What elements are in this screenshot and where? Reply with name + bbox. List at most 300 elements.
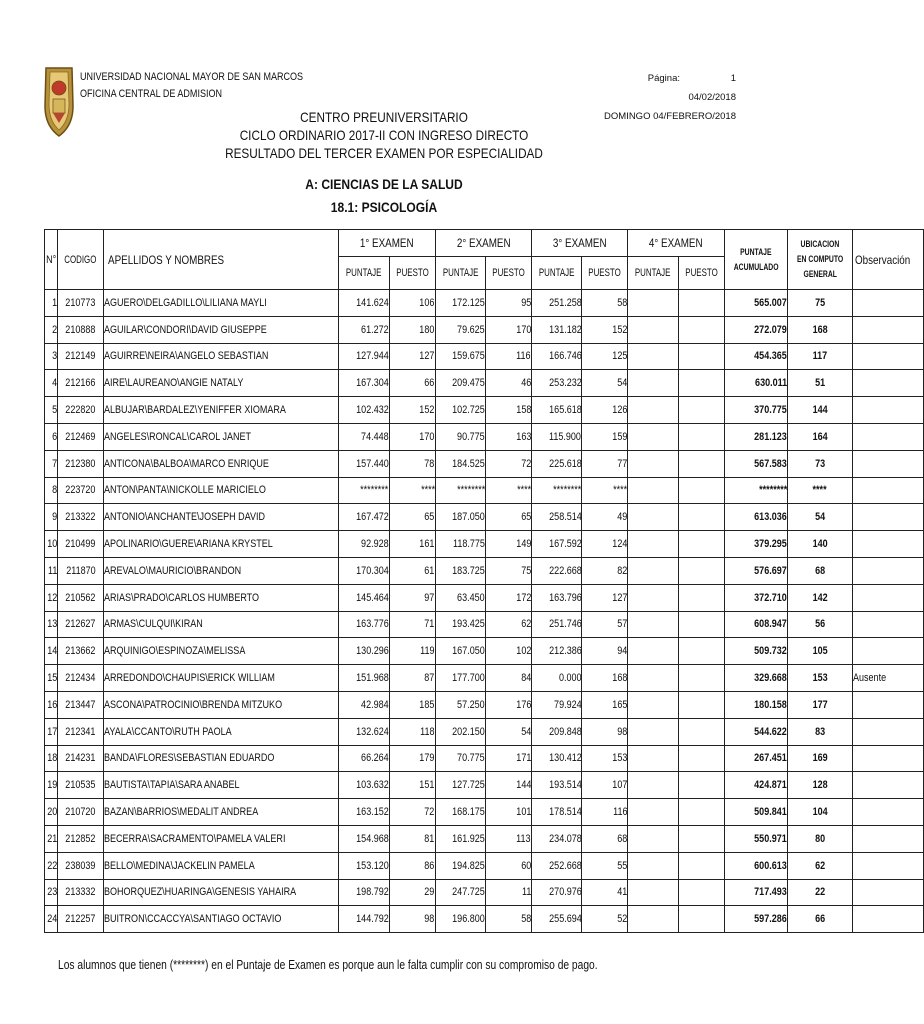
row-exam3-puesto: 127: [582, 584, 628, 611]
row-ubicacion: 73: [787, 450, 852, 477]
row-exam4-puesto: [678, 745, 724, 772]
row-number: 21: [45, 825, 58, 852]
row-codigo: 210720: [58, 799, 104, 826]
row-exam4-puntaje: [628, 691, 678, 718]
table-row: [45, 772, 924, 799]
row-exam4-puntaje: [628, 531, 678, 558]
row-exam1-puntaje: ********: [339, 477, 389, 504]
col-exam4-puntaje: PUNTAJE: [628, 257, 678, 290]
table-row: [45, 611, 924, 638]
row-exam4-puesto: [678, 852, 724, 879]
col-nombres: APELLIDOS Y NOMBRES: [103, 230, 338, 290]
row-observacion: [853, 423, 923, 450]
row-number: 1: [45, 290, 58, 317]
row-puntaje-acumulado: 180.158: [724, 691, 787, 718]
area-heading: A: CIENCIAS DE LA SALUD: [305, 176, 463, 192]
row-codigo: 213332: [58, 879, 104, 906]
col-observacion: Observación: [853, 230, 923, 290]
row-exam2-puntaje: 79.625: [435, 316, 485, 343]
row-ubicacion: 153: [787, 665, 852, 692]
row-exam2-puntaje: 247.725: [435, 879, 485, 906]
row-exam4-puntaje: [628, 504, 678, 531]
row-ubicacion: 80: [787, 825, 852, 852]
row-exam1-puesto: 81: [389, 825, 435, 852]
row-exam3-puntaje: 131.182: [531, 316, 581, 343]
row-number: 20: [45, 799, 58, 826]
row-exam1-puesto: 97: [389, 584, 435, 611]
row-ubicacion: 22: [787, 879, 852, 906]
row-exam3-puntaje: 209.848: [531, 718, 581, 745]
row-exam3-puesto: 68: [582, 825, 628, 852]
print-date: 04/02/2018: [688, 92, 736, 103]
row-exam4-puesto: [678, 290, 724, 317]
table-row: [45, 343, 924, 370]
row-exam1-puesto: 180: [389, 316, 435, 343]
row-exam1-puesto: 179: [389, 745, 435, 772]
row-exam3-puntaje: 178.514: [531, 799, 581, 826]
row-exam4-puesto: [678, 397, 724, 424]
row-exam2-puntaje: 70.775: [435, 745, 485, 772]
row-exam4-puesto: [678, 691, 724, 718]
report-titles: [0, 108, 768, 162]
row-exam4-puesto: [678, 370, 724, 397]
col-puntaje-acumulado: PUNTAJE ACUMULADO: [724, 230, 787, 290]
row-puntaje-acumulado: ********: [724, 477, 787, 504]
row-nombre: AYALA\CCANTO\RUTH PAOLA: [103, 718, 338, 745]
row-ubicacion: 144: [787, 397, 852, 424]
table-row: [45, 825, 924, 852]
row-exam1-puesto: 66: [389, 370, 435, 397]
row-exam4-puesto: [678, 879, 724, 906]
row-number: 7: [45, 450, 58, 477]
row-puntaje-acumulado: 329.668: [724, 665, 787, 692]
row-observacion: [853, 477, 923, 504]
row-number: 12: [45, 584, 58, 611]
row-puntaje-acumulado: 567.583: [724, 450, 787, 477]
row-exam3-puesto: 152: [582, 316, 628, 343]
row-nombre: ANGELES\RONCAL\CAROL JANET: [103, 423, 338, 450]
row-exam1-puesto: 119: [389, 638, 435, 665]
row-exam4-puesto: [678, 718, 724, 745]
row-exam2-puntaje: 193.425: [435, 611, 485, 638]
row-codigo: 212852: [58, 825, 104, 852]
row-exam2-puesto: 58: [485, 906, 531, 933]
row-exam4-puntaje: [628, 397, 678, 424]
row-exam2-puesto: 54: [485, 718, 531, 745]
row-exam3-puesto: 54: [582, 370, 628, 397]
table-row: [45, 531, 924, 558]
table-row: [45, 557, 924, 584]
row-exam3-puntaje: 225.618: [531, 450, 581, 477]
row-nombre: ANTONIO\ANCHANTE\JOSEPH DAVID: [103, 504, 338, 531]
specialty-heading-wrap: [0, 199, 768, 215]
row-puntaje-acumulado: 509.841: [724, 799, 787, 826]
col-exam3: 3° EXAMEN: [531, 230, 627, 257]
row-exam1-puesto: 161: [389, 531, 435, 558]
row-exam4-puntaje: [628, 772, 678, 799]
row-exam3-puntaje: 79.924: [531, 691, 581, 718]
row-exam3-puesto: 49: [582, 504, 628, 531]
table-row: [45, 504, 924, 531]
row-puntaje-acumulado: 509.732: [724, 638, 787, 665]
row-observacion: [853, 557, 923, 584]
row-number: 23: [45, 879, 58, 906]
row-exam4-puntaje: [628, 906, 678, 933]
row-exam3-puesto: 77: [582, 450, 628, 477]
row-exam1-puntaje: 157.440: [339, 450, 389, 477]
row-exam1-puesto: 151: [389, 772, 435, 799]
row-observacion: [853, 504, 923, 531]
row-puntaje-acumulado: 267.451: [724, 745, 787, 772]
row-exam2-puesto: 60: [485, 852, 531, 879]
row-exam4-puesto: [678, 772, 724, 799]
row-codigo: 212627: [58, 611, 104, 638]
row-exam4-puesto: [678, 799, 724, 826]
row-nombre: ARIAS\PRADO\CARLOS HUMBERTO: [103, 584, 338, 611]
row-ubicacion: 128: [787, 772, 852, 799]
row-observacion: [853, 906, 923, 933]
row-ubicacion: 83: [787, 718, 852, 745]
row-exam4-puntaje: [628, 611, 678, 638]
row-exam2-puesto: 65: [485, 504, 531, 531]
row-number: 4: [45, 370, 58, 397]
area-heading-wrap: [0, 176, 768, 192]
col-ubicacion: UBICACION EN COMPUTO GENERAL: [787, 230, 852, 290]
row-exam4-puntaje: [628, 584, 678, 611]
row-observacion: [853, 584, 923, 611]
row-exam3-puntaje: 0.000: [531, 665, 581, 692]
row-exam2-puesto: 170: [485, 316, 531, 343]
row-exam2-puesto: 84: [485, 665, 531, 692]
row-ubicacion: 75: [787, 290, 852, 317]
row-nombre: AGUILAR\CONDORI\DAVID GIUSEPPE: [103, 316, 338, 343]
row-exam1-puntaje: 74.448: [339, 423, 389, 450]
row-exam1-puntaje: 151.968: [339, 665, 389, 692]
row-exam2-puntaje: 167.050: [435, 638, 485, 665]
row-observacion: [853, 772, 923, 799]
row-puntaje-acumulado: 717.493: [724, 879, 787, 906]
row-exam2-puesto: 11: [485, 879, 531, 906]
row-number: 10: [45, 531, 58, 558]
row-exam2-puntaje: 177.700: [435, 665, 485, 692]
row-observacion: [853, 638, 923, 665]
table-row: [45, 397, 924, 424]
row-codigo: 212469: [58, 423, 104, 450]
row-exam2-puntaje: 202.150: [435, 718, 485, 745]
table-row: [45, 477, 924, 504]
row-exam1-puntaje: 170.304: [339, 557, 389, 584]
table-row: [45, 906, 924, 933]
row-number: 15: [45, 665, 58, 692]
row-ubicacion: 169: [787, 745, 852, 772]
institution-name: UNIVERSIDAD NACIONAL MAYOR DE SAN MARCOS: [80, 71, 304, 83]
row-exam1-puesto: 65: [389, 504, 435, 531]
row-exam2-puesto: 176: [485, 691, 531, 718]
row-ubicacion: 62: [787, 852, 852, 879]
row-nombre: BAUTISTA\TAPIA\SARA ANABEL: [103, 772, 338, 799]
row-exam3-puesto: 125: [582, 343, 628, 370]
table-row: [45, 450, 924, 477]
row-exam3-puesto: 107: [582, 772, 628, 799]
row-puntaje-acumulado: 565.007: [724, 290, 787, 317]
row-observacion: [853, 531, 923, 558]
row-exam4-puntaje: [628, 423, 678, 450]
table-row: [45, 665, 924, 692]
col-exam4: 4° EXAMEN: [628, 230, 724, 257]
row-observacion: [853, 691, 923, 718]
row-nombre: ANTICONA\BALBOA\MARCO ENRIQUE: [103, 450, 338, 477]
row-exam3-puntaje: 212.386: [531, 638, 581, 665]
row-exam2-puntaje: 90.775: [435, 423, 485, 450]
row-exam2-puesto: 144: [485, 772, 531, 799]
row-exam1-puntaje: 198.792: [339, 879, 389, 906]
row-exam2-puntaje: 183.725: [435, 557, 485, 584]
row-exam3-puesto: 52: [582, 906, 628, 933]
row-exam4-puesto: [678, 906, 724, 933]
row-observacion: [853, 825, 923, 852]
row-exam2-puntaje: 161.925: [435, 825, 485, 852]
table-row: [45, 745, 924, 772]
row-exam1-puntaje: 42.984: [339, 691, 389, 718]
row-codigo: 210499: [58, 531, 104, 558]
row-codigo: 210562: [58, 584, 104, 611]
row-ubicacion: 68: [787, 557, 852, 584]
row-exam4-puesto: [678, 665, 724, 692]
row-exam3-puntaje: 270.976: [531, 879, 581, 906]
row-exam3-puntaje: 167.592: [531, 531, 581, 558]
row-observacion: [853, 397, 923, 424]
row-exam2-puntaje: 209.475: [435, 370, 485, 397]
row-codigo: 212149: [58, 343, 104, 370]
row-exam2-puesto: 75: [485, 557, 531, 584]
row-exam1-puesto: 61: [389, 557, 435, 584]
table-row: [45, 423, 924, 450]
row-codigo: 223720: [58, 477, 104, 504]
exam-date: DOMINGO 04/FEBRERO/2018: [604, 111, 736, 122]
row-exam3-puntaje: 163.796: [531, 584, 581, 611]
row-exam3-puntaje: 115.900: [531, 423, 581, 450]
row-exam4-puesto: [678, 316, 724, 343]
row-codigo: 211870: [58, 557, 104, 584]
row-ubicacion: 164: [787, 423, 852, 450]
row-observacion: [853, 290, 923, 317]
row-observacion: [853, 852, 923, 879]
row-ubicacion: 54: [787, 504, 852, 531]
col-exam1-puesto: PUESTO: [389, 257, 435, 290]
row-exam4-puntaje: [628, 852, 678, 879]
row-exam3-puntaje: 165.618: [531, 397, 581, 424]
row-number: 19: [45, 772, 58, 799]
table-row: [45, 691, 924, 718]
row-exam3-puntaje: 255.694: [531, 906, 581, 933]
row-puntaje-acumulado: 370.775: [724, 397, 787, 424]
row-nombre: BANDA\FLORES\SEBASTIAN EDUARDO: [103, 745, 338, 772]
row-exam3-puntaje: 251.746: [531, 611, 581, 638]
col-n: N°: [45, 230, 58, 290]
row-exam2-puesto: 113: [485, 825, 531, 852]
row-exam3-puesto: 58: [582, 290, 628, 317]
row-number: 9: [45, 504, 58, 531]
row-exam3-puesto: 116: [582, 799, 628, 826]
table-row: [45, 799, 924, 826]
col-exam3-puntaje: PUNTAJE: [531, 257, 581, 290]
row-nombre: BELLO\MEDINA\JACKELIN PAMELA: [103, 852, 338, 879]
row-exam1-puesto: 185: [389, 691, 435, 718]
row-exam4-puntaje: [628, 450, 678, 477]
row-exam4-puesto: [678, 825, 724, 852]
row-exam1-puntaje: 163.152: [339, 799, 389, 826]
row-exam3-puesto: 168: [582, 665, 628, 692]
institution-block: [80, 69, 303, 103]
row-exam2-puntaje: 127.725: [435, 772, 485, 799]
row-exam1-puesto: 106: [389, 290, 435, 317]
row-exam2-puesto: 72: [485, 450, 531, 477]
row-exam1-puesto: 78: [389, 450, 435, 477]
row-exam1-puntaje: 130.296: [339, 638, 389, 665]
row-number: 14: [45, 638, 58, 665]
row-exam2-puntaje: 172.125: [435, 290, 485, 317]
row-exam4-puntaje: [628, 343, 678, 370]
row-codigo: 212380: [58, 450, 104, 477]
row-exam4-puntaje: [628, 370, 678, 397]
row-exam1-puntaje: 144.792: [339, 906, 389, 933]
row-observacion: [853, 718, 923, 745]
row-puntaje-acumulado: 424.871: [724, 772, 787, 799]
row-nombre: AGUERO\DELGADILLO\LILIANA MAYLI: [103, 290, 338, 317]
row-codigo: 214231: [58, 745, 104, 772]
table-row: [45, 852, 924, 879]
row-exam1-puesto: ****: [389, 477, 435, 504]
row-exam3-puesto: 94: [582, 638, 628, 665]
row-puntaje-acumulado: 613.036: [724, 504, 787, 531]
row-exam2-puesto: 163: [485, 423, 531, 450]
row-exam3-puntaje: 166.746: [531, 343, 581, 370]
office-name: OFICINA CENTRAL DE ADMISION: [80, 88, 223, 100]
row-number: 16: [45, 691, 58, 718]
row-puntaje-acumulado: 379.295: [724, 531, 787, 558]
row-number: 17: [45, 718, 58, 745]
row-nombre: ARQUINIGO\ESPINOZA\MELISSA: [103, 638, 338, 665]
row-codigo: 213322: [58, 504, 104, 531]
row-exam4-puesto: [678, 343, 724, 370]
row-exam4-puesto: [678, 531, 724, 558]
row-nombre: ALBUJAR\BARDALEZ\YENIFFER XIOMARA: [103, 397, 338, 424]
row-exam3-puesto: 126: [582, 397, 628, 424]
row-exam1-puesto: 71: [389, 611, 435, 638]
row-observacion: [853, 745, 923, 772]
table-row: [45, 370, 924, 397]
row-ubicacion: 105: [787, 638, 852, 665]
row-exam3-puesto: 57: [582, 611, 628, 638]
row-exam1-puesto: 72: [389, 799, 435, 826]
row-exam2-puntaje: 102.725: [435, 397, 485, 424]
row-codigo: 212166: [58, 370, 104, 397]
row-exam2-puntaje: 63.450: [435, 584, 485, 611]
row-codigo: 212257: [58, 906, 104, 933]
row-exam4-puntaje: [628, 638, 678, 665]
row-exam1-puesto: 152: [389, 397, 435, 424]
specialty-heading: 18.1: PSICOLOGÍA: [330, 199, 438, 215]
row-exam2-puntaje: 187.050: [435, 504, 485, 531]
row-exam2-puesto: 172: [485, 584, 531, 611]
page-number: 1: [730, 73, 736, 84]
row-exam2-puntaje: 118.775: [435, 531, 485, 558]
row-ubicacion: 140: [787, 531, 852, 558]
col-exam1-puntaje: PUNTAJE: [339, 257, 389, 290]
row-nombre: APOLINARIO\GUERE\ARIANA KRYSTEL: [103, 531, 338, 558]
row-puntaje-acumulado: 608.947: [724, 611, 787, 638]
row-exam4-puntaje: [628, 825, 678, 852]
row-observacion: Ausente: [853, 665, 923, 692]
row-exam2-puntaje: ********: [435, 477, 485, 504]
row-ubicacion: 51: [787, 370, 852, 397]
col-exam2: 2° EXAMEN: [435, 230, 531, 257]
results-table: [44, 229, 924, 933]
col-exam2-puntaje: PUNTAJE: [435, 257, 485, 290]
row-exam2-puesto: 149: [485, 531, 531, 558]
row-exam3-puesto: 41: [582, 879, 628, 906]
row-ubicacion: ****: [787, 477, 852, 504]
row-nombre: BECERRA\SACRAMENTO\PAMELA VALERI: [103, 825, 338, 852]
col-exam2-puesto: PUESTO: [485, 257, 531, 290]
row-exam3-puntaje: 193.514: [531, 772, 581, 799]
row-exam2-puntaje: 196.800: [435, 906, 485, 933]
row-codigo: 222820: [58, 397, 104, 424]
row-exam4-puesto: [678, 450, 724, 477]
row-exam4-puesto: [678, 611, 724, 638]
row-exam2-puesto: 171: [485, 745, 531, 772]
row-exam2-puesto: 95: [485, 290, 531, 317]
row-number: 18: [45, 745, 58, 772]
row-puntaje-acumulado: 281.123: [724, 423, 787, 450]
row-exam2-puntaje: 159.675: [435, 343, 485, 370]
row-ubicacion: 142: [787, 584, 852, 611]
row-observacion: [853, 799, 923, 826]
row-codigo: 213662: [58, 638, 104, 665]
row-exam1-puntaje: 103.632: [339, 772, 389, 799]
row-observacion: [853, 879, 923, 906]
row-puntaje-acumulado: 630.011: [724, 370, 787, 397]
row-codigo: 210888: [58, 316, 104, 343]
row-ubicacion: 168: [787, 316, 852, 343]
row-exam3-puesto: 82: [582, 557, 628, 584]
row-exam3-puntaje: 253.232: [531, 370, 581, 397]
footnote: Los alumnos que tienen (********) en el Puntaje de Examen es porque aun le falta cumplir con su compromiso de pago.: [58, 958, 598, 972]
row-nombre: AREVALO\MAURICIO\BRANDON: [103, 557, 338, 584]
row-codigo: 212341: [58, 718, 104, 745]
row-number: 6: [45, 423, 58, 450]
report-title-3: RESULTADO DEL TERCER EXAMEN POR ESPECIALIDAD: [225, 145, 543, 161]
row-exam3-puntaje: 222.668: [531, 557, 581, 584]
row-nombre: ASCONA\PATROCINIO\BRENDA MITZUKO: [103, 691, 338, 718]
row-exam1-puesto: 98: [389, 906, 435, 933]
table-row: [45, 316, 924, 343]
row-exam4-puesto: [678, 477, 724, 504]
row-exam1-puntaje: 141.624: [339, 290, 389, 317]
row-exam2-puntaje: 194.825: [435, 852, 485, 879]
row-puntaje-acumulado: 597.286: [724, 906, 787, 933]
row-exam2-puntaje: 184.525: [435, 450, 485, 477]
row-ubicacion: 66: [787, 906, 852, 933]
table-row: [45, 638, 924, 665]
row-codigo: 213447: [58, 691, 104, 718]
page-label: Página:: [647, 73, 680, 84]
row-exam3-puesto: 165: [582, 691, 628, 718]
row-observacion: [853, 370, 923, 397]
row-exam1-puesto: 29: [389, 879, 435, 906]
row-exam4-puesto: [678, 504, 724, 531]
row-exam2-puesto: ****: [485, 477, 531, 504]
